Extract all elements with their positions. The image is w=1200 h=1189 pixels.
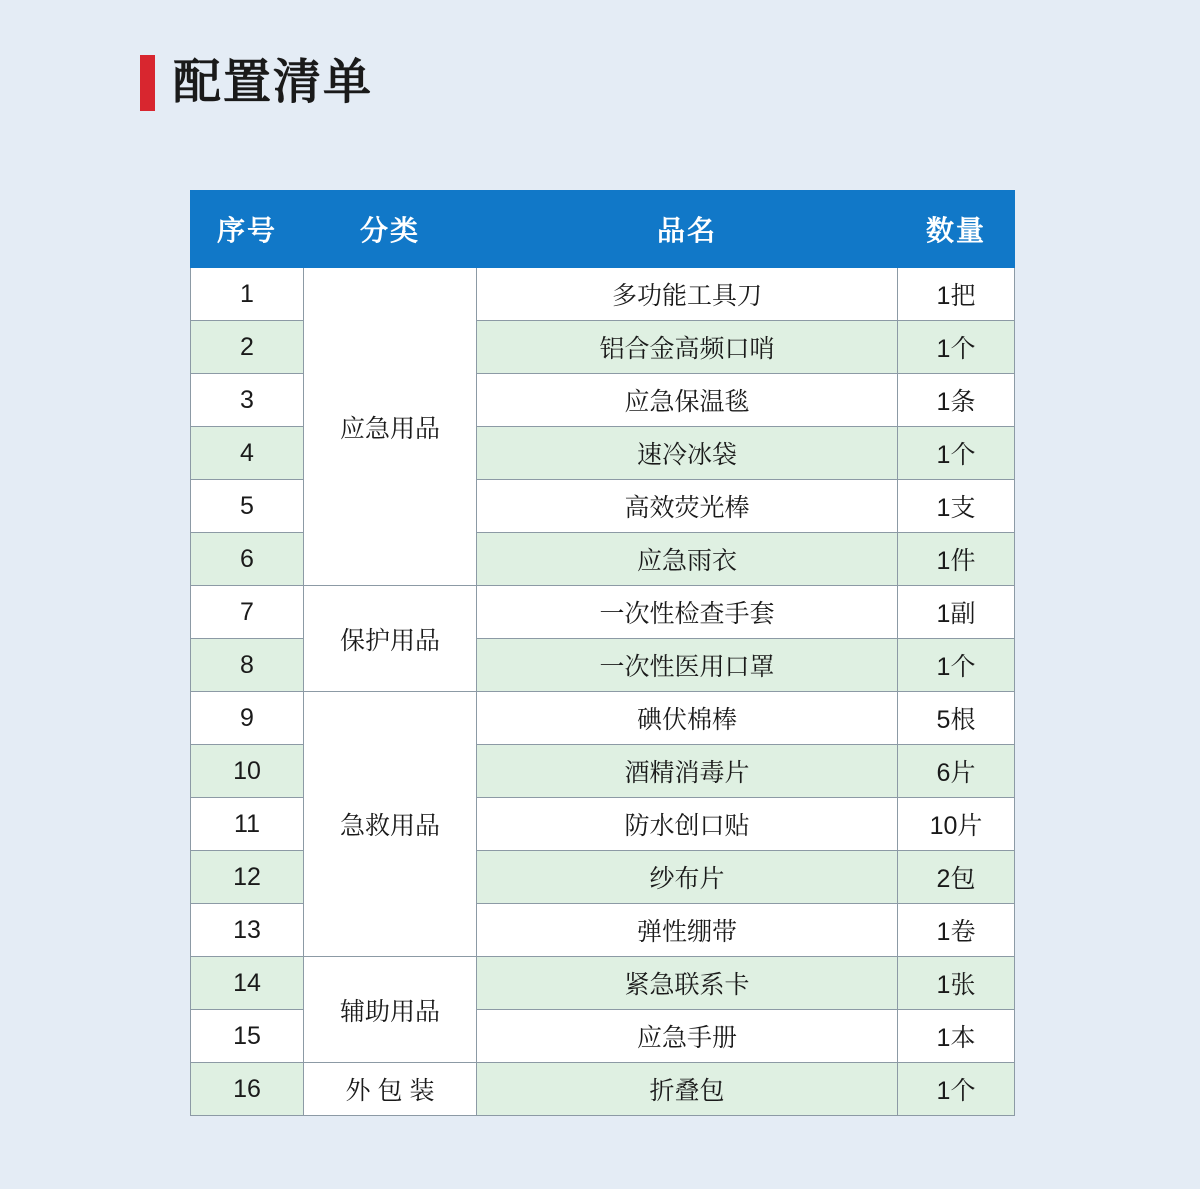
cell-quantity: 1本 — [898, 1010, 1015, 1063]
cell-quantity: 1个 — [898, 427, 1015, 480]
cell-item-name: 紧急联系卡 — [477, 957, 898, 1010]
table-row — [191, 1063, 1015, 1116]
table-row — [191, 957, 1015, 1010]
cell-no: 6 — [191, 533, 304, 586]
config-list-table-wrapper — [190, 190, 1010, 1116]
cell-item-name: 折叠包 — [477, 1063, 898, 1116]
cell-no: 14 — [191, 957, 304, 1010]
cell-quantity: 1副 — [898, 586, 1015, 639]
cell-no: 12 — [191, 851, 304, 904]
cell-quantity: 1个 — [898, 321, 1015, 374]
cell-item-name: 一次性医用口罩 — [477, 639, 898, 692]
cell-quantity: 1个 — [898, 639, 1015, 692]
cell-no: 5 — [191, 480, 304, 533]
cell-item-name: 应急保温毯 — [477, 374, 898, 427]
cell-item-name: 铝合金高频口哨 — [477, 321, 898, 374]
cell-item-name: 弹性绷带 — [477, 904, 898, 957]
cell-quantity: 6片 — [898, 745, 1015, 798]
table-row — [191, 586, 1015, 639]
cell-item-name: 一次性检查手套 — [477, 586, 898, 639]
cell-no: 16 — [191, 1063, 304, 1116]
cell-category: 外 包 装 — [304, 1063, 477, 1116]
cell-item-name: 酒精消毒片 — [477, 745, 898, 798]
page-title-text: 配置清单 — [173, 56, 374, 109]
cell-item-name: 防水创口贴 — [477, 798, 898, 851]
page-title — [140, 55, 373, 111]
column-header-quantity: 数量 — [898, 191, 1015, 268]
cell-no: 8 — [191, 639, 304, 692]
cell-no: 2 — [191, 321, 304, 374]
cell-no: 4 — [191, 427, 304, 480]
cell-quantity: 1件 — [898, 533, 1015, 586]
cell-category: 急救用品 — [304, 692, 477, 957]
cell-no: 9 — [191, 692, 304, 745]
cell-no: 3 — [191, 374, 304, 427]
cell-category: 保护用品 — [304, 586, 477, 692]
column-header-no: 序号 — [191, 191, 304, 268]
cell-quantity: 5根 — [898, 692, 1015, 745]
cell-quantity: 1个 — [898, 1063, 1015, 1116]
cell-no: 10 — [191, 745, 304, 798]
cell-quantity: 10片 — [898, 798, 1015, 851]
cell-no: 7 — [191, 586, 304, 639]
cell-item-name: 碘伏棉棒 — [477, 692, 898, 745]
table-header — [191, 191, 1015, 268]
cell-item-name: 速冷冰袋 — [477, 427, 898, 480]
cell-quantity: 1卷 — [898, 904, 1015, 957]
column-header-category: 分类 — [304, 191, 477, 268]
cell-quantity: 2包 — [898, 851, 1015, 904]
cell-item-name: 高效荧光棒 — [477, 480, 898, 533]
cell-no: 1 — [191, 268, 304, 321]
cell-no: 15 — [191, 1010, 304, 1063]
cell-category: 辅助用品 — [304, 957, 477, 1063]
cell-item-name: 应急手册 — [477, 1010, 898, 1063]
table-row — [191, 268, 1015, 321]
cell-item-name: 纱布片 — [477, 851, 898, 904]
column-header-item-name: 品名 — [477, 191, 898, 268]
cell-quantity: 1把 — [898, 268, 1015, 321]
cell-quantity: 1支 — [898, 480, 1015, 533]
cell-category: 应急用品 — [304, 268, 477, 586]
cell-no: 13 — [191, 904, 304, 957]
table-header-row — [191, 191, 1015, 268]
table-row — [191, 692, 1015, 745]
cell-item-name: 应急雨衣 — [477, 533, 898, 586]
cell-item-name: 多功能工具刀 — [477, 268, 898, 321]
cell-quantity: 1条 — [898, 374, 1015, 427]
cell-no: 11 — [191, 798, 304, 851]
cell-quantity: 1张 — [898, 957, 1015, 1010]
config-list-table — [190, 190, 1015, 1116]
table-body — [191, 268, 1015, 1116]
title-accent-bar — [140, 55, 155, 111]
